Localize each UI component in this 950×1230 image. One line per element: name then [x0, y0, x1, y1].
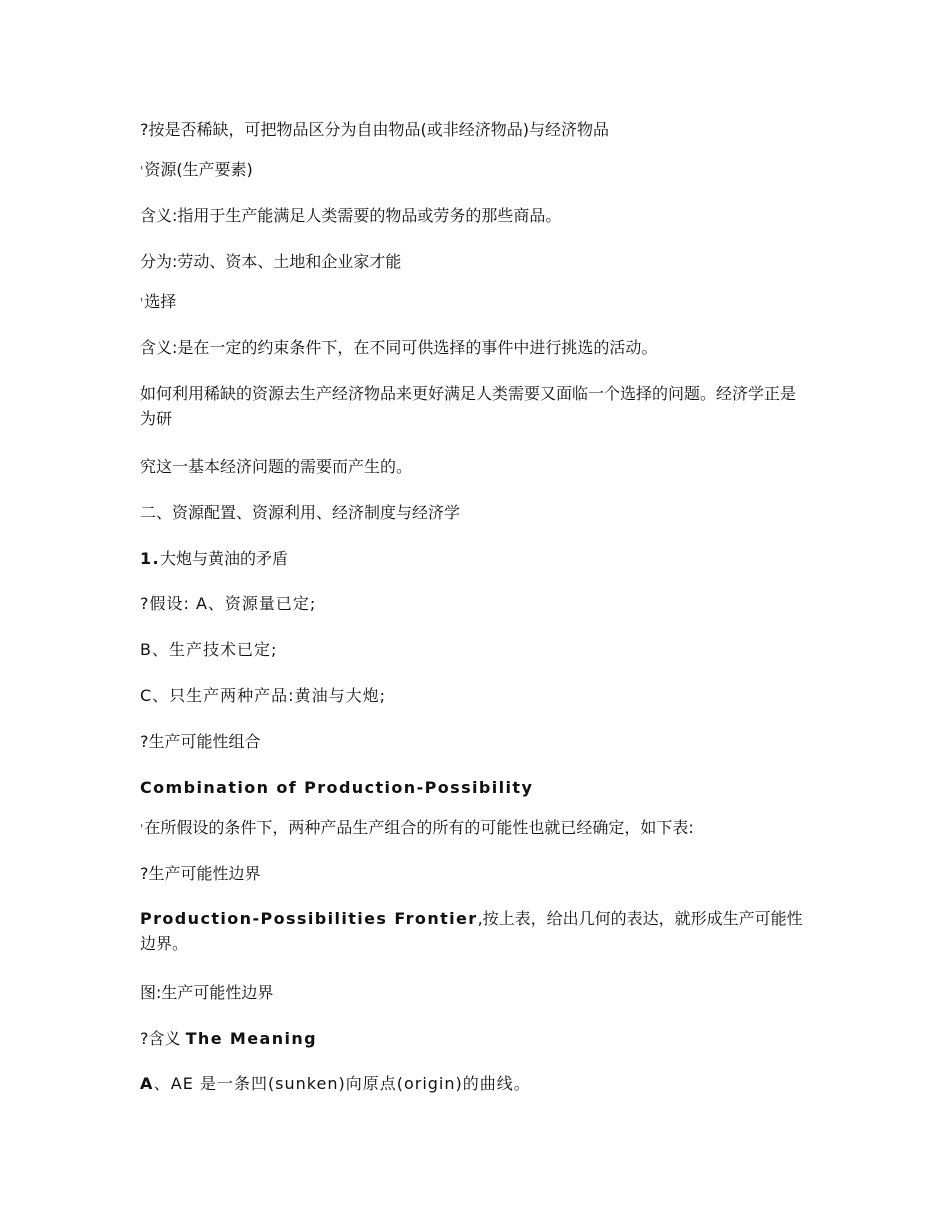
text-choice-heading: 选择	[144, 292, 177, 311]
text-how-to-use: 如何利用稀缺的资源去生产经济物品来更好满足人类需要又面临一个选择的问题。经济学正是为研	[140, 384, 797, 428]
text-figure-caption: 图:生产可能性边界	[140, 983, 274, 1002]
paragraph-combination-en	[140, 775, 810, 800]
text-resources-types: 分为:劳动、资本、土地和企业家才能	[140, 252, 402, 271]
text-assumption-c: C、只生产两种产品:黄油与大炮;	[140, 686, 386, 705]
paragraph-assumption-a	[140, 591, 810, 616]
paragraph-combination-heading	[140, 729, 810, 754]
paragraph-origin	[140, 454, 810, 479]
text-frontier-heading: ?生产可能性边界	[140, 864, 261, 883]
paragraph-assumption-b	[140, 637, 810, 662]
text-guns-butter: 大炮与黄油的矛盾	[160, 549, 289, 568]
text-section-two: 二、资源配置、资源利用、经济制度与经济学	[140, 503, 461, 522]
text-frontier-description: ,按上表，给出几何的表达，就形成生产可能性边界。	[140, 909, 803, 953]
tick-mark: '	[140, 296, 144, 310]
section-heading-two	[140, 500, 810, 525]
paragraph-curve-a	[140, 1071, 810, 1096]
text-number-one: 1.	[140, 549, 161, 568]
text-resources-heading: 资源(生产要素)	[144, 160, 253, 179]
text-assumed-conditions: 在所假设的条件下，两种产品生产组合的所有的可能性也就已经确定，如下表:	[144, 818, 694, 837]
text-combination-heading: ?生产可能性组合	[140, 732, 261, 751]
paragraph-choice-meaning	[140, 335, 810, 360]
paragraph-assumption-c	[140, 683, 810, 708]
text-frontier-en: Production-Possibilities Frontier	[140, 909, 478, 928]
text-assumption-a: ?假设: A、资源量已定;	[140, 594, 317, 613]
text-meaning-zh: ?含义	[140, 1029, 181, 1048]
text-resources-meaning: 含义:指用于生产能满足人类需要的物品或劳务的那些商品。	[140, 206, 562, 225]
tick-mark: '	[140, 164, 144, 178]
paragraph-meaning-heading	[140, 1026, 810, 1051]
text-curve-a: 、AE 是一条凹(sunken)向原点(origin)的曲线。	[153, 1074, 531, 1093]
text-label-a: A	[140, 1074, 154, 1093]
text-meaning-en: The Meaning	[185, 1029, 318, 1048]
paragraph-resources-meaning	[140, 203, 810, 228]
paragraph-how-to-use	[140, 381, 810, 431]
paragraph-choice-heading	[140, 289, 810, 316]
text-combination-en: Combination of Production-Possibility	[140, 778, 534, 797]
text-scarcity: ?按是否稀缺，可把物品区分为自由物品(或非经济物品)与经济物品	[140, 120, 609, 139]
paragraph-scarcity	[140, 117, 810, 142]
paragraph-frontier-en	[140, 906, 810, 956]
paragraph-resources-heading	[140, 157, 810, 184]
text-assumption-b: B、生产技术已定;	[140, 640, 278, 659]
text-origin: 究这一基本经济问题的需要而产生的。	[140, 457, 413, 476]
paragraph-guns-butter	[140, 546, 810, 571]
paragraph-resources-types	[140, 249, 810, 274]
paragraph-assumed-conditions	[140, 815, 810, 842]
paragraph-figure-caption	[140, 980, 810, 1005]
tick-mark: '	[140, 822, 144, 836]
paragraph-frontier-heading	[140, 861, 810, 886]
text-choice-meaning: 含义:是在一定的约束条件下，在不同可供选择的事件中进行挑选的活动。	[140, 338, 658, 357]
